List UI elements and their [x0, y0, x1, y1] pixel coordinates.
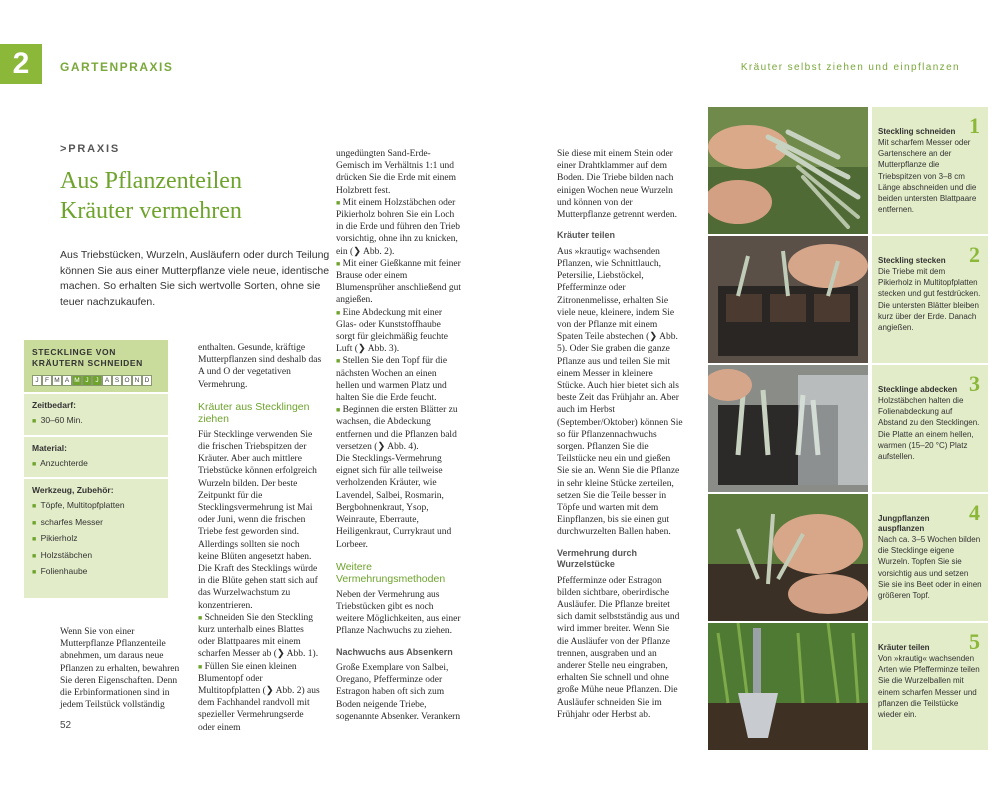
subheading: Kräuter aus Stecklingen ziehen [198, 400, 310, 425]
tools-section [24, 477, 168, 586]
step-title: Jungpflanzen auspflanzen [878, 514, 930, 533]
bullet-icon: ■ [198, 662, 203, 671]
month-cell: O [122, 375, 132, 386]
step-text: Mit scharfem Messer oder Gartenschere an der Mutterpflanze die Triebspitzen von 3–8 cm Länge abschneiden und die beiden untersten Blattpaare entfernen. [878, 138, 977, 215]
time-label: Zeitbedarf: [32, 400, 76, 410]
subheading: Kräuter teilen [557, 230, 616, 241]
column-4 [557, 148, 683, 721]
month-cell: S [112, 375, 122, 386]
month-cell: N [132, 375, 142, 386]
paragraph: Aus »krautig« wachsenden Pflanzen, wie Schnittlauch, Petersilie, Liebstöckel, Pfefferminze oder Zitronenmelisse, erhalten Sie viele neue, kleinere, indem Sie von der Pflanze mit einem Spaten Teile abstechen (❯ Abb. 5). Oder Sie graben die ganze Pflanze aus und teilen Sie mit einem Messer in kleinere Stücke. Auch hier bietet sich als beste Zeit das Frühjahr an. Aber auch im Herbst (September/Oktober) können Sie so für Pflanzennachwuchs sorgen. Pflanzen Sie die Teilstücke neu ein und gießen Sie sie an. Wenn Sie die Pflanze in sehr kleine Stücke zerteilen, setzen Sie die Teile besser in Töpfe und warten mit dem Einpflanzen, bis sie einen gut durchwurzelten Ballen haben. [557, 246, 683, 538]
step-number: 1 [969, 113, 980, 138]
month-cell: M [72, 375, 82, 386]
step-title: Steckling schneiden [878, 127, 956, 136]
step-captions [872, 107, 988, 752]
step-4 [872, 494, 988, 623]
bullet-icon: ■ [32, 569, 37, 576]
paragraph: Neben der Vermehrung aus Triebstücken gibt es noch weitere Möglichkeiten, aus einer Pflanze Nachwuchs zu ziehen. [336, 589, 461, 637]
paragraph: Schneiden Sie den Steckling kurz unterhalb eines Blattes oder Blattpaares mit einem scharfen Messer ab (❯ Abb. 1). [198, 612, 319, 660]
tool-item: Töpfe, Multitopfplatten [40, 500, 125, 510]
page-number: 52 [60, 720, 72, 731]
bullet-icon: ■ [32, 536, 37, 543]
headline [60, 166, 330, 226]
paragraph: Pfefferminze oder Estragon bilden sichtbare, oberirdische Ausläufer. Die Pflanze breitet sich damit selbstständig aus und wird immer breiter. Wenn Sie die Ausläufer von der Pflanze trennen, ausgraben und an anderer Stelle neu eingraben, erhalten Sie schnell und ohne große Mühe neue Pflanzen. Die Ausläufer schneiden Sie im Frühjahr oder Herbst ab. [557, 575, 680, 720]
step-number: 5 [969, 629, 980, 654]
month-cell: J [32, 375, 42, 386]
bullet-icon: ■ [336, 406, 341, 415]
paragraph: Stellen Sie den Topf für die nächsten Wochen an einen hellen und warmen Platz und halten Sie die Erde feucht. [336, 356, 448, 404]
step-2 [872, 236, 988, 365]
tool-item: scharfes Messer [40, 516, 103, 527]
column-2 [198, 342, 322, 734]
step-number: 3 [969, 371, 980, 396]
step-number: 2 [969, 242, 980, 267]
paragraph: Eine Abdeckung mit einer Glas- oder Kunststoffhaube sorgt für gleichmäßig feuchte Luft (❯ Abb. 3). [336, 307, 448, 355]
photo-covered-tray [708, 365, 868, 492]
month-cell: A [102, 375, 112, 386]
tools-label: Werkzeug, Zubehör: [32, 485, 114, 495]
bullet-icon: ■ [336, 357, 341, 366]
info-box-title: STECKLINGE VON KRÄUTERN SCHNEIDEN [32, 347, 143, 368]
intro-text: Aus Triebstücken, Wurzeln, Ausläufern oder durch Teilung können Sie aus einer Mutterpflanze viele neue, identische machen. So erhalten Sie sich wertvolle Sorten, ohne sie teuer nachzukaufen. [60, 249, 330, 308]
month-cell: M [52, 375, 62, 386]
photo-cutting-stem [708, 107, 868, 234]
month-cell: J [92, 375, 102, 386]
paragraph: Beginnen die ersten Blätter zu wachsen, die Abdeckung entfernen und die Pflanzen bald versetzen (❯ Abb. 4). [336, 405, 458, 452]
paragraph: Füllen Sie einen kleinen Blumentopf oder Multitopfplatten (❯ Abb. 2) aus dem Fachhandel randvoll mit spezieller Vermehrungserde oder einem [198, 661, 320, 733]
subheading: Nachwuchs aus Absenkern [336, 646, 453, 657]
tool-item: Holzstäbchen [40, 549, 93, 560]
info-box [24, 340, 168, 598]
photo-strip [708, 107, 868, 752]
month-cell: F [42, 375, 52, 386]
step-title: Stecklinge abdecken [878, 385, 958, 394]
bullet-icon: ■ [32, 503, 37, 510]
info-box-header [24, 340, 168, 392]
bullet-icon: ■ [32, 552, 37, 560]
step-text: Holzstäbchen halten die Folienabdeckung auf Abstand zu den Stecklingen. Die Platte an einem hellen, warmen (15–20 °C) Platz aufstellen. [878, 396, 980, 462]
column-1-text [60, 626, 186, 711]
time-section [24, 392, 168, 435]
kicker: >PRAXIS [60, 143, 120, 155]
step-1 [872, 107, 988, 236]
photo-transplanting [708, 494, 868, 621]
running-head: Kräuter selbst ziehen und einpflanzen [740, 62, 960, 73]
bullet-icon: ■ [336, 259, 341, 268]
paragraph: Sie diese mit einem Stein oder einer Drahtklammer auf dem Boden. Die Triebe bilden nach einigen Wochen neue Wurzeln und können von der Mutterpflanze getrennt werden. [557, 149, 678, 221]
material-section [24, 435, 168, 478]
month-cell: A [62, 375, 72, 386]
paragraph: Große Exemplare von Salbei, Oregano, Pfefferminze oder Estragon haben oft sich zum Boden neigende Triebe, sogenannte Absenker. Verankern [336, 663, 461, 722]
step-text: Nach ca. 3–5 Wochen bilden die Stecklinge eigene Wurzeln. Topfen Sie sie vorsichtig aus und setzen Sie sie ins Beet oder in einen größeren Topf. [878, 535, 982, 601]
subheading: Weitere Vermehrungsmethoden [336, 560, 446, 585]
paragraph: Mit einem Holzstäbchen oder Pikierholz bohren Sie ein Loch in die Erde und führen den Trieb vorsichtig, ohne ihn zu knicken, ein (❯ Abb. 2). [336, 197, 461, 257]
step-title: Steckling stecken [878, 256, 946, 265]
photo-dividing-herbs [708, 623, 868, 750]
tool-item: Folienhaube [40, 566, 88, 576]
step-text: Die Triebe mit dem Pikierholz in Multitopfplatten stecken und gut festdrücken. Die untersten Blätter bleiben kurz über der Erde. Danach angießen. [878, 267, 981, 333]
step-text: Von »krautig« wachsenden Arten wie Pfefferminze teilen Sie die Wurzelballen mit einem scharfen Messer und pflanzen die Teilstücke wieder ein. [878, 654, 980, 720]
chapter-title: GARTENPRAXIS [60, 60, 174, 74]
column-3 [336, 148, 462, 723]
bullet-icon: ■ [336, 198, 341, 207]
paragraph: Wenn Sie von einer Mutterpflanze Pflanzenteile abnehmen, um daraus neue Pflanzen zu erhalten, bewahren Sie deren Eigenschaften. Denn die Erbinformationen sind in jedem Teilstück vollständig [60, 627, 180, 711]
material-value: Anzuchterde [40, 457, 88, 468]
paragraph: enthalten. Gesunde, kräftige Mutterpflanzen sind deshalb das A und O der vegetativen Vermehrung. [198, 343, 322, 390]
paragraph: ungedüngten Sand-Erde-Gemisch im Verhältnis 1:1 und drücken Sie die Erde mit einem Holzbrett fest. [336, 149, 457, 196]
bullet-icon: ■ [336, 308, 341, 317]
tool-item: Pikierholz [40, 533, 78, 543]
step-title: Kräuter teilen [878, 643, 930, 652]
month-cell: J [82, 375, 92, 386]
bullet-icon: ■ [32, 418, 37, 425]
photo-planting-tray [708, 236, 868, 363]
subheading: Vermehrung durch Wurzelstücke [557, 547, 638, 570]
bullet-icon: ■ [32, 460, 37, 468]
step-5 [872, 623, 988, 752]
bullet-icon: ■ [32, 519, 37, 527]
paragraph: Die Stecklings-Vermehrung eignet sich für alle teilweise verholzenden Kräuter, wie Lavendel, Salbei, Rosmarin, Bergbohnenkraut, Ysop, Weinraute, Eberraute, Heiligenkraut, Currykraut und Lorbeer. [336, 454, 452, 550]
time-value: 30–60 Min. [40, 415, 83, 425]
month-cell: D [142, 375, 152, 386]
step-number: 4 [969, 500, 980, 525]
headline-line-2: Kräuter vermehren [60, 198, 242, 224]
month-calendar [32, 375, 160, 386]
bullet-icon: ■ [198, 613, 203, 622]
paragraph: Mit einer Gießkanne mit feiner Brause oder einem Blumensprüher anschließend gut angießen. [336, 258, 462, 306]
step-3 [872, 365, 988, 494]
headline-line-1: Aus Pflanzenteilen [60, 168, 242, 194]
chapter-number: 2 [0, 44, 42, 84]
paragraph: Für Stecklinge verwenden Sie die frischen Triebspitzen der Kräuter. Aber auch mittlere Triebstücke können erfolgreich Wurzeln bilden. Der beste Zeitpunkt für die Stecklingsvermehrung ist Mai oder Juni, wenn die frischen Triebe fest geworden sind. Allerdings sollten sie noch keine Blüten angesetzt haben. Die Kraft des Stecklings würde in die Blüte gehen statt sich auf das Wurzelwachstum zu konzentrieren. [198, 429, 318, 611]
material-label: Material: [32, 442, 67, 453]
